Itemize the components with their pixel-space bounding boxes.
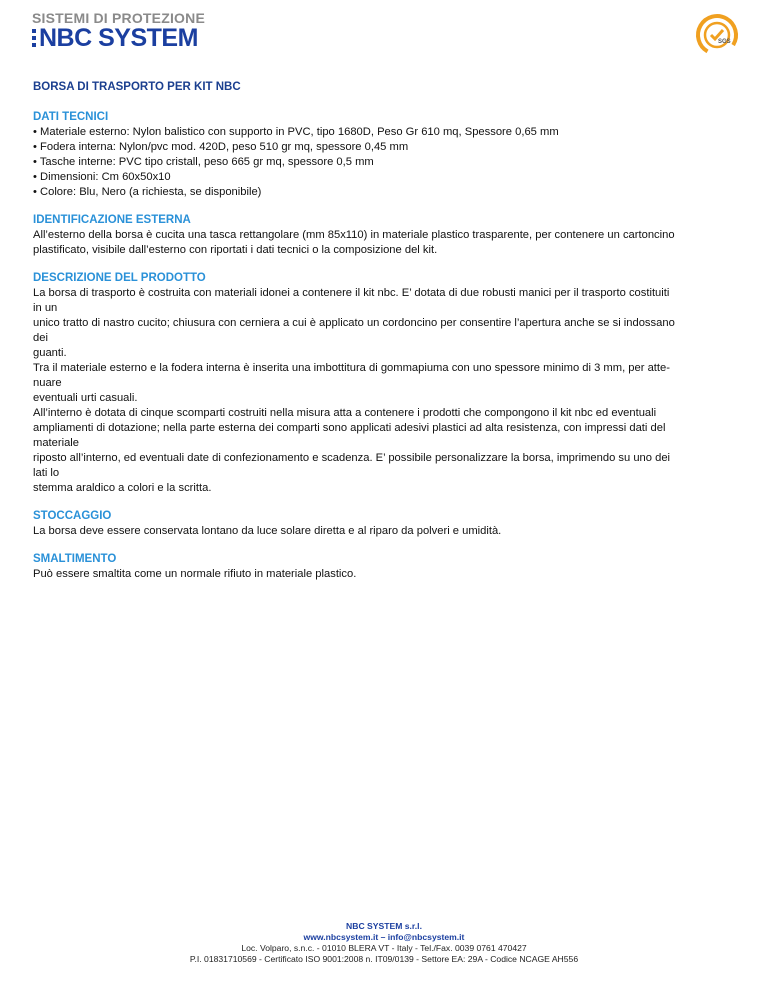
section-descrizione xyxy=(33,270,738,496)
text-line: La borsa di trasporto è costruita con materiali idonei a contenere il kit nbc. E’ dotata di due robusti manici per il trasporto costituiti xyxy=(33,287,670,299)
section-heading: DATI TECNICI xyxy=(33,111,109,123)
text-line: ampliamenti di dotazione; nella parte esterna dei comparti sono applicati adesivi plastici ad alta resistenza, con impressi dati del xyxy=(33,422,666,434)
section-stoccaggio xyxy=(33,508,738,539)
section-heading: STOCCAGGIO xyxy=(33,510,112,522)
text-line: riposto all’interno, ed eventuali date di confezionamento e scadenza. E’ possibile personalizzare la borsa, imprimendo su uno dei xyxy=(33,452,671,464)
document-body xyxy=(33,80,738,594)
cert-label: SGS xyxy=(718,39,731,45)
text-line: unico tratto di nastro cucito; chiusura con cerniera a cui è applicato un cordoncino per consentire l’apertura anche se si indossano xyxy=(33,317,675,329)
footer-company: NBC SYSTEM s.r.l. xyxy=(346,921,422,931)
page-footer xyxy=(0,921,768,965)
text-line: materiale xyxy=(33,437,80,449)
spec-line: • Materiale esterno: Nylon balistico con supporto in PVC, tipo 1680D, Peso Gr 610 mq, Spessore 0,65 mm xyxy=(33,126,559,138)
section-smaltimento xyxy=(33,551,738,582)
text-line: in un xyxy=(33,302,58,314)
text-line: Tra il materiale esterno e la fodera interna è inserita una imbottitura di gommapiuma con uno spessore minimo di 3 mm, per atte- xyxy=(33,362,670,374)
section-identificazione xyxy=(33,212,738,258)
section-heading: DESCRIZIONE DEL PRODOTTO xyxy=(33,272,206,284)
footer-legal: P.I. 01831710569 - Certificato ISO 9001:2008 n. IT09/0139 - Settore EA: 29A - Codice NCAGE AH556 xyxy=(189,954,579,964)
text-line: dei xyxy=(33,332,48,344)
spec-line: • Fodera interna: Nylon/pvc mod. 420D, peso 510 gr mq, spessore 0,45 mm xyxy=(33,141,409,153)
text-line: All’esterno della borsa è cucita una tasca rettangolare (mm 85x110) in materiale plastico trasparente, per contenere un cartoncino xyxy=(33,229,675,241)
section-heading: SMALTIMENTO xyxy=(33,553,117,565)
document-title: BORSA DI TRASPORTO PER KIT NBC xyxy=(33,81,241,93)
text-line: plastificato, visibile dall’esterno con riportati i dati tecnici o la composizione del kit. xyxy=(33,244,438,256)
text-line: guanti. xyxy=(33,347,67,359)
logo-brand: NBC SYSTEM xyxy=(39,24,198,52)
company-logo xyxy=(32,10,205,50)
text-line: eventuali urti casuali. xyxy=(33,392,138,404)
footer-links[interactable]: www.nbcsystem.it – info@nbcsystem.it xyxy=(303,932,465,942)
text-line: stemma araldico a colori e la scritta. xyxy=(33,482,212,494)
logo-main xyxy=(32,26,205,50)
spec-line: • Tasche interne: PVC tipo cristall, peso 665 gr mq, spessore 0,5 mm xyxy=(33,156,374,168)
logo-tagline: SISTEMI DI PROTEZIONE xyxy=(32,10,205,26)
logo-dots-icon xyxy=(32,29,36,47)
footer-address: Loc. Volparo, s.n.c. - 01010 BLERA VT - Italy - Tel./Fax. 0039 0761 470427 xyxy=(241,943,527,953)
section-heading: IDENTIFICAZIONE ESTERNA xyxy=(33,214,191,226)
text-line: All’interno è dotata di cinque scomparti costruiti nella misura atta a contenere i prodotti che compongono il kit nbc ed eventuali xyxy=(33,407,657,419)
spec-line: • Dimensioni: Cm 60x50x10 xyxy=(33,171,171,183)
section-dati-tecnici xyxy=(33,109,738,200)
text-line: Può essere smaltita come un normale rifiuto in materiale plastico. xyxy=(33,568,357,580)
text-line: lati lo xyxy=(33,467,60,479)
text-line: La borsa deve essere conservata lontano da luce solare diretta e al riparo da polveri e umidità. xyxy=(33,525,502,537)
text-line: nuare xyxy=(33,377,62,389)
certification-seal-icon xyxy=(694,12,740,58)
spec-line: • Colore: Blu, Nero (a richiesta, se disponibile) xyxy=(33,186,262,198)
